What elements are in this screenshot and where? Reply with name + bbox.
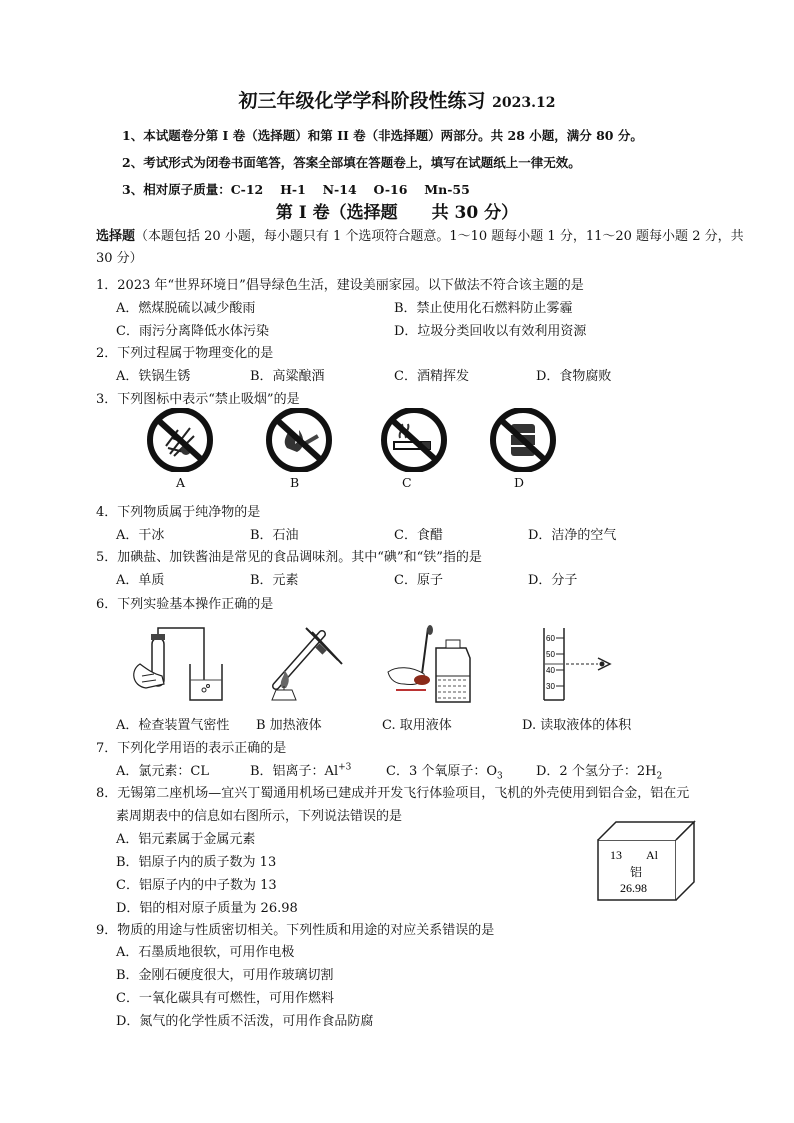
q7-option-c-text: C．3 个氧原子：O — [386, 764, 498, 779]
note-1: 1、本试题卷分第 I 卷（选择题）和第 II 卷（非选择题）两部分。共 28 小题，满分 80 分。 — [122, 128, 643, 143]
question-1-stem: 1．2023 年“世界环境日”倡导绿色生活，建设美丽家园。以下做法不符合该主题的是 — [96, 278, 584, 293]
q1-option-a: A．燃煤脱硫以减少酸雨 — [116, 301, 256, 316]
q2-option-c: C．酒精挥发 — [394, 369, 469, 384]
note-2: 2、考试形式为闭卷书面笔答，答案全部填在答题卷上，填写在试题纸上一律无效。 — [122, 155, 581, 170]
periodic-table-cell-figure — [596, 820, 700, 904]
q9-option-b: B．金刚石硬度很大，可用作玻璃切割 — [116, 968, 334, 983]
q7-option-d-text: D．2 个氢分子：2H — [536, 764, 657, 779]
q4-option-a: A．干冰 — [116, 528, 165, 543]
element-mass: 26.98 — [620, 881, 647, 895]
intro-rest: （本题包括 20 小题，每小题只有 1 个选项符合题意。1～10 题每小题 1 分，11～20 题每小题 2 分，共 30 分） — [96, 229, 744, 266]
forbid-oil-drum-icon — [487, 408, 559, 472]
q7-option-a: A．氯元素：CL — [116, 764, 209, 779]
intro-bold: 选择题 — [96, 229, 136, 244]
q9-option-c: C．一氧化碳具有可燃性，可用作燃料 — [116, 991, 334, 1006]
question-5-stem: 5．加碘盐、加铁酱油是常见的食品调味剂。其中“碘”和“铁”指的是 — [96, 550, 482, 565]
q7-option-b-sup: +3 — [338, 762, 352, 773]
q2-option-a: A．铁锅生锈 — [116, 369, 191, 384]
q1-option-b: B．禁止使用化石燃料防止雾霾 — [394, 301, 573, 316]
cylinder-tick-40: 40 — [546, 666, 555, 675]
question-3-stem: 3．下列图标中表示“禁止吸烟”的是 — [96, 392, 300, 407]
forbid-fire-icon — [144, 408, 216, 472]
no-smoking-icon — [378, 408, 450, 472]
q8-option-c: C．铝原子内的中子数为 13 — [116, 878, 277, 893]
element-number: 13 — [610, 848, 622, 862]
q3-label-c: C — [402, 475, 412, 490]
element-symbol: Al — [646, 848, 658, 862]
q1-option-d: D．垃圾分类回收以有效利用资源 — [394, 324, 587, 339]
q5-option-c: C．原子 — [394, 573, 443, 588]
heating-liquid-figure — [262, 624, 352, 710]
q4-option-b: B．石油 — [250, 528, 299, 543]
q6-option-c: C. 取用液体 — [382, 718, 452, 733]
q6-option-b: B 加热液体 — [256, 718, 322, 733]
section-title: 第 I 卷（选择题 共 30 分） — [275, 203, 519, 223]
forbid-open-flame-icon — [263, 408, 335, 472]
question-7-stem: 7．下列化学用语的表示正确的是 — [96, 741, 287, 756]
measuring-cylinder-figure — [532, 624, 622, 710]
note-3: 3、相对原子质量：C-12 H-1 N-14 O-16 Mn-55 — [122, 182, 470, 197]
page-title — [0, 86, 794, 113]
q3-label-b: B — [290, 475, 300, 490]
title-text: 初三年级化学学科阶段性练习 — [238, 90, 486, 112]
q2-option-d: D．食物腐败 — [536, 369, 612, 384]
q3-label-d: D — [514, 475, 525, 490]
q7-option-c — [386, 760, 503, 782]
section-intro — [96, 226, 756, 270]
q5-option-d: D．分子 — [528, 573, 578, 588]
cylinder-tick-50: 50 — [546, 650, 555, 659]
q4-option-d: D．洁净的空气 — [528, 528, 617, 543]
q7-option-c-sub: 3 — [497, 771, 503, 782]
q7-option-d-sub: 2 — [656, 771, 663, 782]
q8-option-a: A．铝元素属于金属元素 — [116, 832, 256, 847]
q9-option-d: D．氮气的化学性质不活泼，可用作食品防腐 — [116, 1014, 374, 1029]
q2-option-b: B．高粱酿酒 — [250, 369, 325, 384]
q8-option-b: B．铝原子内的质子数为 13 — [116, 855, 277, 870]
title-date: 2023.12 — [492, 95, 556, 111]
question-9-stem: 9．物质的用途与性质密切相关。下列性质和用途的对应关系错误的是 — [96, 923, 495, 938]
question-2-stem: 2．下列过程属于物理变化的是 — [96, 346, 274, 361]
q1-option-c: C．雨污分离降低水体污染 — [116, 324, 269, 339]
q7-option-b-text: B．铝离子：Al — [250, 764, 339, 779]
q6-option-a: A．检查装置气密性 — [116, 718, 230, 733]
q5-option-a: A．单质 — [116, 573, 165, 588]
question-6-stem: 6．下列实验基本操作正确的是 — [96, 597, 274, 612]
question-8-stem: 8．无锡第二座机场—宜兴丁蜀通用机场已建成并开发飞行体验项目，飞机的外壳使用到铝合金，铝在元 — [96, 786, 690, 801]
element-name: 铝 — [630, 865, 643, 879]
question-8-stem-cont: 素周期表中的信息如右图所示，下列说法错误的是 — [116, 809, 403, 824]
q7-option-b — [250, 760, 351, 779]
q4-option-c: C．食醋 — [394, 528, 443, 543]
q3-label-a: A — [176, 475, 186, 490]
taking-liquid-figure — [386, 624, 476, 710]
question-4-stem: 4．下列物质属于纯净物的是 — [96, 505, 261, 520]
airtight-check-figure — [124, 624, 234, 710]
q8-option-d: D．铝的相对原子质量为 26.98 — [116, 901, 298, 916]
q5-option-b: B．元素 — [250, 573, 299, 588]
cylinder-tick-60: 60 — [546, 634, 555, 643]
cylinder-tick-30: 30 — [546, 682, 555, 691]
q9-option-a: A．石墨质地很软，可用作电极 — [116, 945, 295, 960]
q7-option-d — [536, 760, 662, 782]
q6-option-d: D. 读取液体的体积 — [522, 718, 632, 733]
